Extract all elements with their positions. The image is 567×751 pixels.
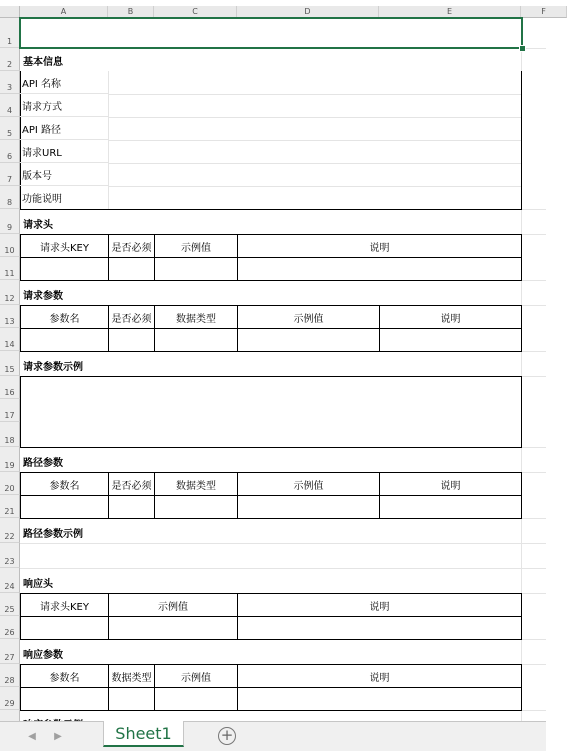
row-header-15[interactable]: 15 — [0, 351, 20, 376]
col-required: 是否必须 — [108, 305, 155, 329]
column-header-d[interactable]: D — [237, 6, 379, 18]
col-required: 是否必须 — [108, 472, 155, 496]
col-description: 说明 — [237, 664, 522, 688]
row-header-19[interactable]: 19 — [0, 447, 20, 472]
col-data-type: 数据类型 — [154, 472, 238, 496]
col-description: 说明 — [237, 593, 522, 617]
section-request-header: 请求头 — [23, 220, 53, 231]
row-header-23[interactable]: 23 — [0, 543, 20, 568]
gridline — [109, 163, 521, 164]
table-cell[interactable] — [108, 495, 155, 519]
section-basic-info: 基本信息 — [23, 57, 63, 68]
table-cell[interactable] — [237, 257, 522, 281]
gridline — [109, 117, 521, 118]
column-header-c[interactable]: C — [154, 6, 237, 18]
chevron-left-icon[interactable]: ◀ — [28, 730, 36, 742]
row-header-12[interactable]: 12 — [0, 280, 20, 305]
row-header-9[interactable]: 9 — [0, 209, 20, 234]
row-header-18[interactable]: 18 — [0, 422, 20, 447]
col-param-name: 参数名 — [20, 664, 109, 688]
col-header-key: 请求头KEY — [20, 593, 109, 617]
table-cell[interactable] — [237, 687, 522, 711]
col-description: 说明 — [237, 234, 522, 258]
column-header-f[interactable]: F — [521, 6, 567, 18]
gridline — [109, 140, 521, 141]
field-request-method: 请求方式 — [20, 94, 108, 117]
row-header-28[interactable]: 28 — [0, 664, 20, 687]
section-response-params: 响应参数 — [23, 650, 63, 661]
section-request-params: 请求参数 — [23, 291, 63, 302]
sheet-tab-bar — [0, 721, 546, 751]
table-cell[interactable] — [154, 687, 238, 711]
col-header-key: 请求头KEY — [20, 234, 109, 258]
section-path-params: 路径参数 — [23, 458, 63, 469]
row-header-17[interactable]: 17 — [0, 399, 20, 422]
table-cell[interactable] — [20, 495, 109, 519]
gridline — [20, 543, 546, 544]
row-header-2[interactable]: 2 — [0, 48, 20, 71]
fill-handle[interactable] — [519, 45, 526, 52]
col-example: 示例值 — [237, 305, 380, 329]
row-header-20[interactable]: 20 — [0, 472, 20, 495]
section-request-params-example: 请求参数示例 — [23, 362, 83, 373]
request-params-example-box[interactable] — [20, 376, 522, 448]
chevron-right-icon[interactable]: ▶ — [54, 730, 62, 742]
table-cell[interactable] — [379, 328, 522, 352]
field-description: 功能说明 — [22, 194, 62, 205]
row-header-8[interactable]: 8 — [0, 186, 20, 209]
col-example: 示例值 — [154, 234, 238, 258]
table-cell[interactable] — [20, 687, 109, 711]
row-header-22[interactable]: 22 — [0, 518, 20, 543]
row-header-26[interactable]: 26 — [0, 616, 20, 639]
table-cell[interactable] — [154, 495, 238, 519]
row-header-24[interactable]: 24 — [0, 568, 20, 593]
table-cell[interactable] — [154, 257, 238, 281]
column-header-b[interactable]: B — [108, 6, 154, 18]
gridline — [109, 186, 521, 187]
selected-cell-a1[interactable] — [19, 17, 523, 49]
field-api-path: API 路径 — [20, 117, 108, 140]
row-header-16[interactable]: 16 — [0, 376, 20, 399]
column-header-a[interactable]: A — [20, 6, 108, 18]
row-header-13[interactable]: 13 — [0, 305, 20, 328]
field-version: 版本号 — [20, 163, 108, 186]
col-required: 是否必须 — [108, 234, 155, 258]
row-header-3[interactable]: 3 — [0, 71, 20, 94]
row-header-11[interactable]: 11 — [0, 257, 20, 280]
select-all-corner[interactable] — [0, 6, 20, 18]
col-description: 说明 — [379, 305, 522, 329]
row-header-5[interactable]: 5 — [0, 117, 20, 140]
gridline — [109, 94, 521, 95]
row-header-14[interactable]: 14 — [0, 328, 20, 351]
row-header-25[interactable]: 25 — [0, 593, 20, 616]
row-header-7[interactable]: 7 — [0, 163, 20, 186]
column-header-e[interactable]: E — [379, 6, 521, 18]
row-header-4[interactable]: 4 — [0, 94, 20, 117]
table-cell[interactable] — [20, 257, 109, 281]
row-header-10[interactable]: 10 — [0, 234, 20, 257]
table-cell[interactable] — [237, 328, 380, 352]
table-cell[interactable] — [154, 328, 238, 352]
col-description: 说明 — [379, 472, 522, 496]
table-cell[interactable] — [20, 328, 109, 352]
row-header-6[interactable]: 6 — [0, 140, 20, 163]
col-param-name: 参数名 — [20, 472, 109, 496]
table-cell[interactable] — [237, 495, 380, 519]
row-header-29[interactable]: 29 — [0, 687, 20, 710]
col-example: 示例值 — [108, 593, 238, 617]
row-header-27[interactable]: 27 — [0, 639, 20, 664]
sheet-tab-sheet1[interactable]: Sheet1 — [103, 721, 184, 747]
field-request-url: 请求URL — [20, 140, 108, 163]
table-cell[interactable] — [237, 616, 522, 640]
table-cell[interactable] — [108, 687, 155, 711]
col-example: 示例值 — [237, 472, 380, 496]
field-api-name: API 名称 — [20, 71, 108, 94]
table-cell[interactable] — [20, 616, 109, 640]
section-response-header: 响应头 — [23, 579, 53, 590]
table-cell[interactable] — [108, 257, 155, 281]
row-header-1[interactable]: 1 — [0, 18, 20, 48]
row-header-21[interactable]: 21 — [0, 495, 20, 518]
table-cell[interactable] — [379, 495, 522, 519]
section-path-params-example: 路径参数示例 — [23, 529, 83, 540]
col-data-type: 数据类型 — [154, 305, 238, 329]
col-example: 示例值 — [154, 664, 238, 688]
col-param-name: 参数名 — [20, 305, 109, 329]
col-data-type: 数据类型 — [108, 664, 155, 688]
table-cell[interactable] — [108, 328, 155, 352]
plus-circle-icon[interactable]: + — [218, 727, 236, 745]
table-cell[interactable] — [108, 616, 238, 640]
